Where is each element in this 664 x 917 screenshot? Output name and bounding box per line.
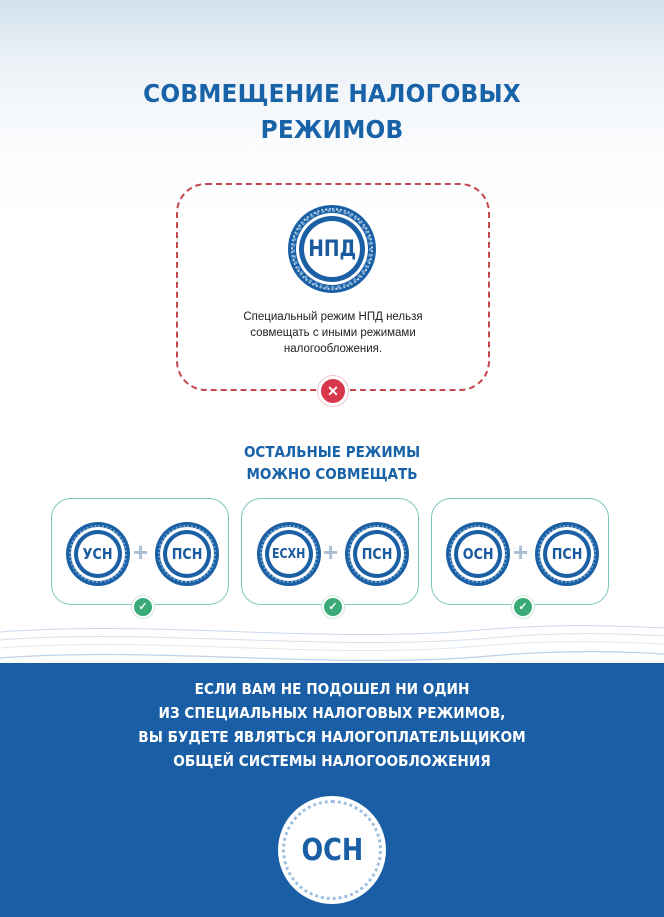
plus-icon: + [323, 537, 339, 567]
eshn-badge-label: ЕСХН [272, 546, 306, 562]
combinable-title [33, 441, 631, 485]
psn-badge-label: ПСН [171, 545, 203, 563]
bottom-banner-text [40, 677, 624, 773]
check-icon: ✓ [132, 596, 154, 618]
psn-badge-label: ПСН [361, 545, 393, 563]
bottom-line-3: ВЫ БУДЕТЕ ЯВЛЯТЬСЯ НАЛОГОПЛАТЕЛЬЩИКОМ [138, 728, 526, 746]
osn-large-badge-label: ОСН [301, 832, 363, 868]
check-icon: ✓ [512, 596, 534, 618]
npd-description: Специальный режим НПД нельзя совмещать с иными режимами налогообложения. [243, 311, 423, 355]
bottom-line-4: ОБЩЕЙ СИСТЕМЫ НАЛОГООБЛОЖЕНИЯ [173, 752, 491, 770]
osn-large-badge [278, 796, 386, 904]
eshn-badge [257, 522, 321, 586]
combinable-title-line-2: МОЖНО СОВМЕЩАТЬ [246, 465, 418, 483]
osn-badge-label: ОСН [462, 545, 494, 563]
usn-badge [66, 522, 130, 586]
psn-badge [155, 522, 219, 586]
check-icon: ✓ [322, 596, 344, 618]
bottom-line-2: ИЗ СПЕЦИАЛЬНЫХ НАЛОГОВЫХ РЕЖИМОВ, [158, 704, 506, 722]
plus-icon: + [513, 537, 529, 567]
npd-badge-label: НПД [308, 236, 356, 262]
osn-badge [446, 522, 510, 586]
usn-badge-label: УСН [83, 545, 113, 563]
npd-badge [288, 205, 376, 293]
bottom-line-1: ЕСЛИ ВАМ НЕ ПОДОШЕЛ НИ ОДИН [194, 680, 470, 698]
title-line-2: РЕЖИМОВ [260, 115, 404, 144]
close-icon: ✕ [318, 376, 348, 406]
psn-badge-label: ПСН [551, 545, 583, 563]
psn-badge [535, 522, 599, 586]
combinable-title-line-1: ОСТАЛЬНЫЕ РЕЖИМЫ [243, 443, 421, 461]
page-title [23, 76, 641, 148]
psn-badge [345, 522, 409, 586]
plus-icon: + [133, 537, 149, 567]
title-line-1: СОВМЕЩЕНИЕ НАЛОГОВЫХ [143, 79, 521, 108]
